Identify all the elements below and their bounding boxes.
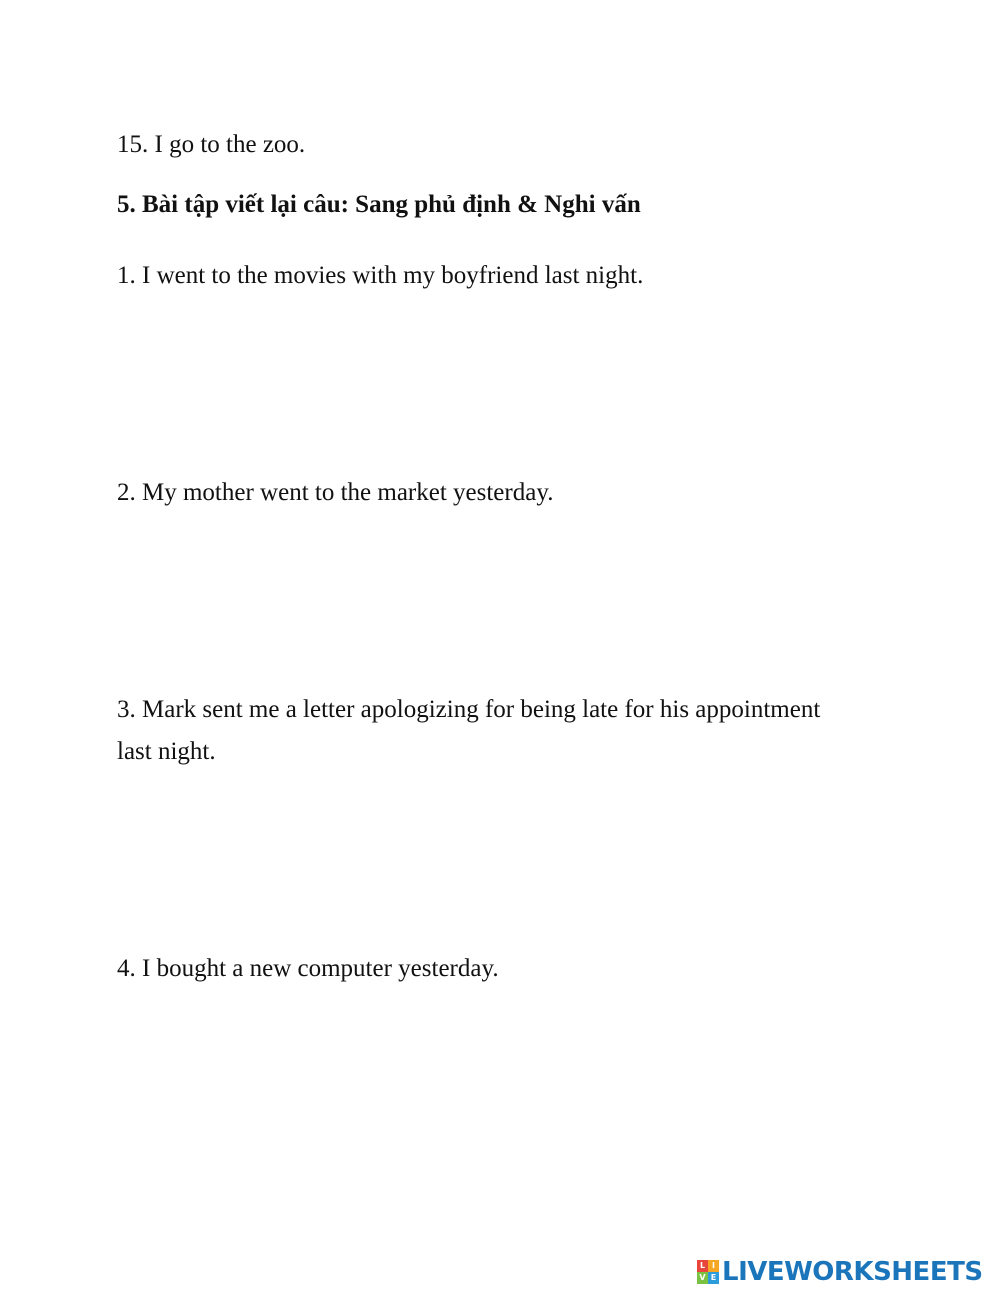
exercise-item-2: 2. My mother went to the market yesterday. [117, 479, 554, 506]
logo-wordmark: LIVEWORKSHEETS [722, 1257, 983, 1287]
logo-tile-e: E [708, 1272, 719, 1284]
exercise-item-4: 4. I bought a new computer yesterday. [117, 955, 499, 982]
logo-tile-i: I [708, 1260, 719, 1272]
exercise-item-3-line-1: 3. Mark sent me a letter apologizing for being late for his appointment [117, 696, 821, 723]
liveworksheets-logo[interactable] [697, 1252, 983, 1292]
liveworksheets-logo-icon [697, 1260, 719, 1284]
exercise-item-3-line-2: last night. [117, 738, 216, 765]
logo-tile-l: L [697, 1260, 708, 1272]
logo-tile-v: V [697, 1272, 708, 1284]
exercise-item-1: 1. I went to the movies with my boyfriend last night. [117, 262, 644, 289]
previous-exercise-item: 15. I go to the zoo. [117, 131, 306, 158]
section-heading: 5. Bài tập viết lại câu: Sang phủ định & Nghi vấn [117, 191, 641, 218]
